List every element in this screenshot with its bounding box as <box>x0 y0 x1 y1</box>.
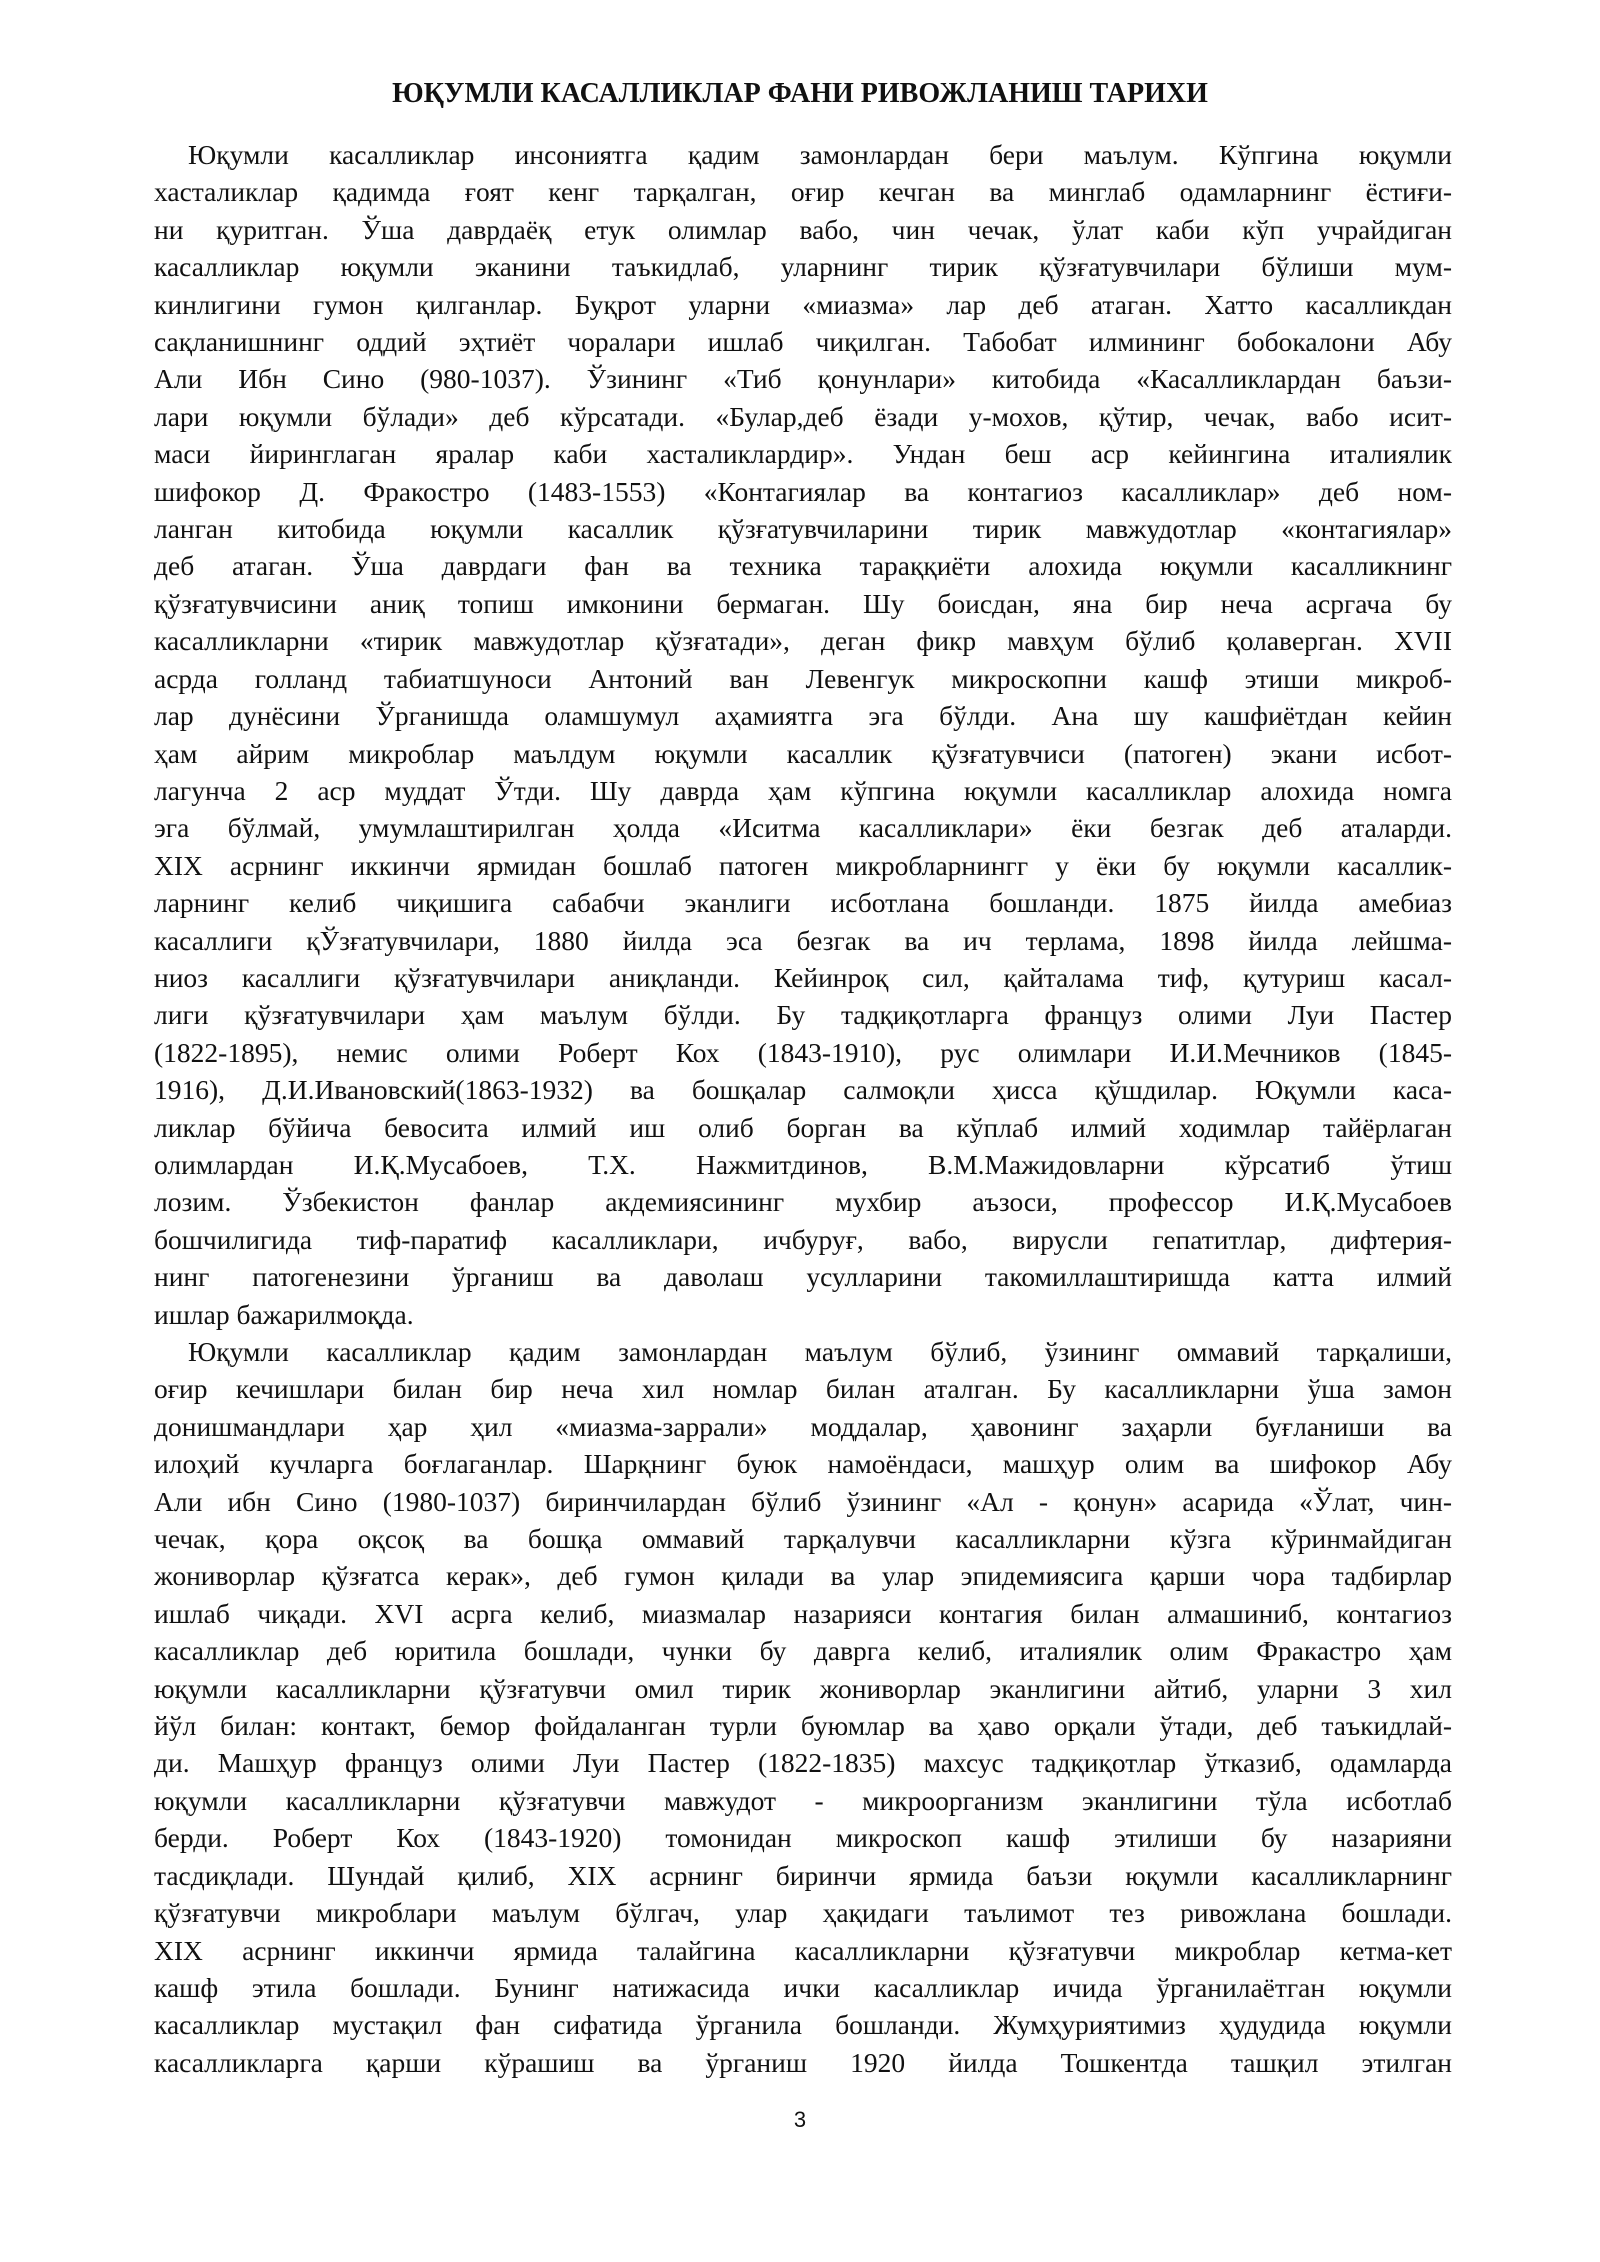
text-line: касалликлар деб юритила бошлади, чунки бу даврга келиб, италиялик олим Фракастро ҳам <box>154 1635 1452 1667</box>
text-line: ни қуритган. Ўша даврдаёқ етук олимлар вабо, чин чечак, ўлат каби кўп учрайдиган <box>154 213 1452 245</box>
text-line: ди. Машҳур француз олими Луи Пастер (1822-1835) махсус тадқиқотлар ўтказиб, одамларда <box>154 1747 1452 1779</box>
text-line: юқумли касалликларни қўзғатувчи омил тирик жониворлар эканлигини айтиб, уларни 3 хил <box>154 1672 1452 1704</box>
page-number: 3 <box>793 2107 807 2132</box>
text-line: юқумли касалликларни қўзғатувчи мавжудот - микроорганизм эканлигини тўла исботлаб <box>154 1784 1452 1816</box>
paragraph-1 <box>154 136 1452 1333</box>
text-line: илоҳий кучларга боғлаганлар. Шарқнинг буюк намоёндаси, машҳур олим ва шифокор Абу <box>154 1448 1452 1480</box>
text-line: кинлигини гумон қилганлар. Буқрот уларни «миазма» лар деб атаган. Хатто касалликдан <box>154 288 1452 320</box>
text-line: маси йиринглаган яралар каби хасталиклардир». Ундан беш аср кейингина италиялик <box>154 438 1452 470</box>
text-line: Юқумли касалликлар қадим замонлардан маълум бўлиб, ўзининг оммавий тарқалиши, <box>188 1336 1452 1367</box>
paragraph-2 <box>154 1333 1452 2081</box>
text-line: ниоз касаллиги қўзғатувчилари аниқланди. Кейинроқ сил, қайталама тиф, қутуриш касал- <box>154 961 1452 993</box>
text-line: ишлар бажарилмоқда. <box>154 1298 414 1330</box>
text-line: асрда голланд табиатшуноси Антоний ван Левенгук микроскопни кашф этиши микроб- <box>154 662 1452 694</box>
text-line: лар дунёсини Ўрганишда оламшумул аҳамиятга эга бўлди. Ана шу кашфиётдан кейин <box>154 700 1452 732</box>
text-line: (1822-1895), немис олими Роберт Кох (1843-1910), рус олимлари И.И.Мечников (1845- <box>154 1036 1452 1068</box>
text-line: касалликлар юқумли эканини таъкидлаб, уларнинг тирик қўзғатувчилари бўлиши мум- <box>154 251 1452 283</box>
text-line: хасталиклар қадимда ғоят кенг тарқалган, оғир кечган ва минглаб одамларнинг ёстиғи- <box>154 176 1452 208</box>
text-line: нинг патогенезини ўрганиш ва даволаш усулларини такомиллаштиришда катта илмий <box>154 1261 1452 1293</box>
text-line: ларнинг келиб чиқишига сабабчи эканлиги исботлана бошланди. 1875 йилда амебиаз <box>154 887 1452 919</box>
document-body <box>154 136 1452 2081</box>
text-line: ҳам айрим микроблар маълдум юқумли касаллик қўзғатувчиси (патоген) экани исбот- <box>154 737 1452 769</box>
text-line: сақланишнинг оддий эҳтиёт чоралари ишлаб чиқилган. Табобат илмининг бобокалони Абу <box>154 326 1452 358</box>
text-line: касалликларни «тирик мавжудотлар қўзғатади», деган фикр мавҳум бўлиб қолаверган. XVII <box>154 625 1452 657</box>
text-line: Али Ибн Сино (980-1037). Ўзининг «Тиб қонунлари» китобида «Касалликлардан баъзи- <box>154 363 1452 395</box>
text-line: 1916), Д.И.Ивановский(1863-1932) ва бошқалар салмоқли ҳисса қўшдилар. Юқумли каса- <box>154 1074 1452 1106</box>
text-line: касаллиги қЎзғатувчилари, 1880 йилда эса безгак ва ич терлама, 1898 йилда лейшма- <box>154 924 1452 956</box>
text-line: берди. Роберт Кох (1843-1920) томонидан микроскоп кашф этилиши бу назарияни <box>154 1822 1452 1854</box>
text-line: оғир кечишлари билан бир неча хил номлар билан аталган. Бу касалликларни ўша замон <box>154 1373 1452 1405</box>
text-line: XIX асрнинг иккинчи ярмида талайгина касалликларни қўзғатувчи микроблар кетма-кет <box>154 1934 1452 1966</box>
text-line: Юқумли касалликлар инсониятга қадим замонлардан бери маълум. Кўпгина юқумли <box>188 139 1452 170</box>
text-line: қўзғатувчисини аниқ топиш имконини бермаган. Шу боисдан, яна бир неча асргача бу <box>154 587 1452 619</box>
text-line: тасдиқлади. Шундай қилиб, XIX асрнинг биринчи ярмида баъзи юқумли касалликларнинг <box>154 1859 1452 1891</box>
text-line: олимлардан И.Қ.Мусабоев, Т.Х. Нажмитдинов, В.М.Мажидовларни кўрсатиб ўтиш <box>154 1148 1452 1180</box>
text-line: касалликларга қарши кўрашиш ва ўрганиш 1920 йилда Тошкентда ташқил этилган <box>154 2046 1452 2078</box>
text-line: лагунча 2 аср муддат Ўтди. Шу даврда ҳам кўпгина юқумли касалликлар алохида номга <box>154 774 1452 806</box>
text-line: қўзғатувчи микроблари маълум бўлгач, улар ҳақидаги таълимот тез ривожлана бошлади. <box>154 1897 1452 1929</box>
text-line: Али ибн Сино (1980-1037) биринчилардан бўлиб ўзининг «Ал - қонун» асарида «Ўлат, чин- <box>154 1485 1452 1517</box>
text-line: жониворлар қўзғатса керак», деб гумон қилади ва улар эпидемиясига қарши чора тадбирлар <box>154 1560 1452 1592</box>
text-line: лиги қўзғатувчилари ҳам маълум бўлди. Бу тадқиқотларга француз олими Луи Пастер <box>154 999 1452 1031</box>
text-line: бошчилигида тиф-паратиф касалликлари, ичбуруғ, вабо, вирусли гепатитлар, дифтерия- <box>154 1223 1452 1255</box>
text-line: донишмандлари ҳар ҳил «миазма-заррали» моддалар, ҳавонинг заҳарли буғланиши ва <box>154 1410 1452 1442</box>
text-line: чечак, қора оқсоқ ва бошқа оммавий тарқалувчи касалликларни кўзга кўринмайдиган <box>154 1523 1452 1555</box>
text-line: шифокор Д. Фракостро (1483-1553) «Контагиялар ва контагиоз касалликлар» деб ном- <box>154 475 1452 507</box>
text-line: ишлаб чиқади. XVI асрга келиб, миазмалар назарияси контагия билан алмашиниб, контагиоз <box>154 1597 1452 1629</box>
text-line: эга бўлмай, умумлаштирилган ҳолда «Иситма касалликлари» ёки безгак деб аталарди. <box>154 812 1452 844</box>
text-line: кашф этила бошлади. Бунинг натижасида ички касалликлар ичида ўрганилаётган юқумли <box>154 1971 1452 2003</box>
text-line: лари юқумли бўлади» деб кўрсатади. «Булар,деб ёзади у-мохов, қўтир, чечак, вабо исит- <box>154 400 1452 432</box>
text-line: XIX асрнинг иккинчи ярмидан бошлаб патоген микробларнингг у ёки бу юқумли касаллик- <box>154 849 1452 881</box>
text-line: касалликлар мустақил фан сифатида ўрганила бошланди. Жумҳуриятимиз ҳудудида юқумли <box>154 2009 1452 2041</box>
text-line: деб атаган. Ўша даврдаги фан ва техника тараққиёти алохида юқумли касалликнинг <box>154 550 1452 582</box>
text-line: йўл билан: контакт, бемор фойдаланган турли буюмлар ва ҳаво орқали ўтади, деб таъкидлай- <box>154 1710 1452 1742</box>
document-title: ЮҚУМЛИ КАСАЛЛИКЛАР ФАНИ РИВОЖЛАНИШ ТАРИХИ <box>392 78 1208 109</box>
text-line: лозим. Ўзбекистон фанлар акдемиясининг мухбир аъзоси, профессор И.Қ.Мусабоев <box>154 1186 1452 1218</box>
text-line: ликлар бўйича бевосита илмий иш олиб борган ва кўплаб илмий ходимлар тайёрлаган <box>154 1111 1452 1143</box>
text-line: ланган китобида юқумли касаллик қўзғатувчиларини тирик мавжудотлар «контагиялар» <box>154 513 1452 545</box>
